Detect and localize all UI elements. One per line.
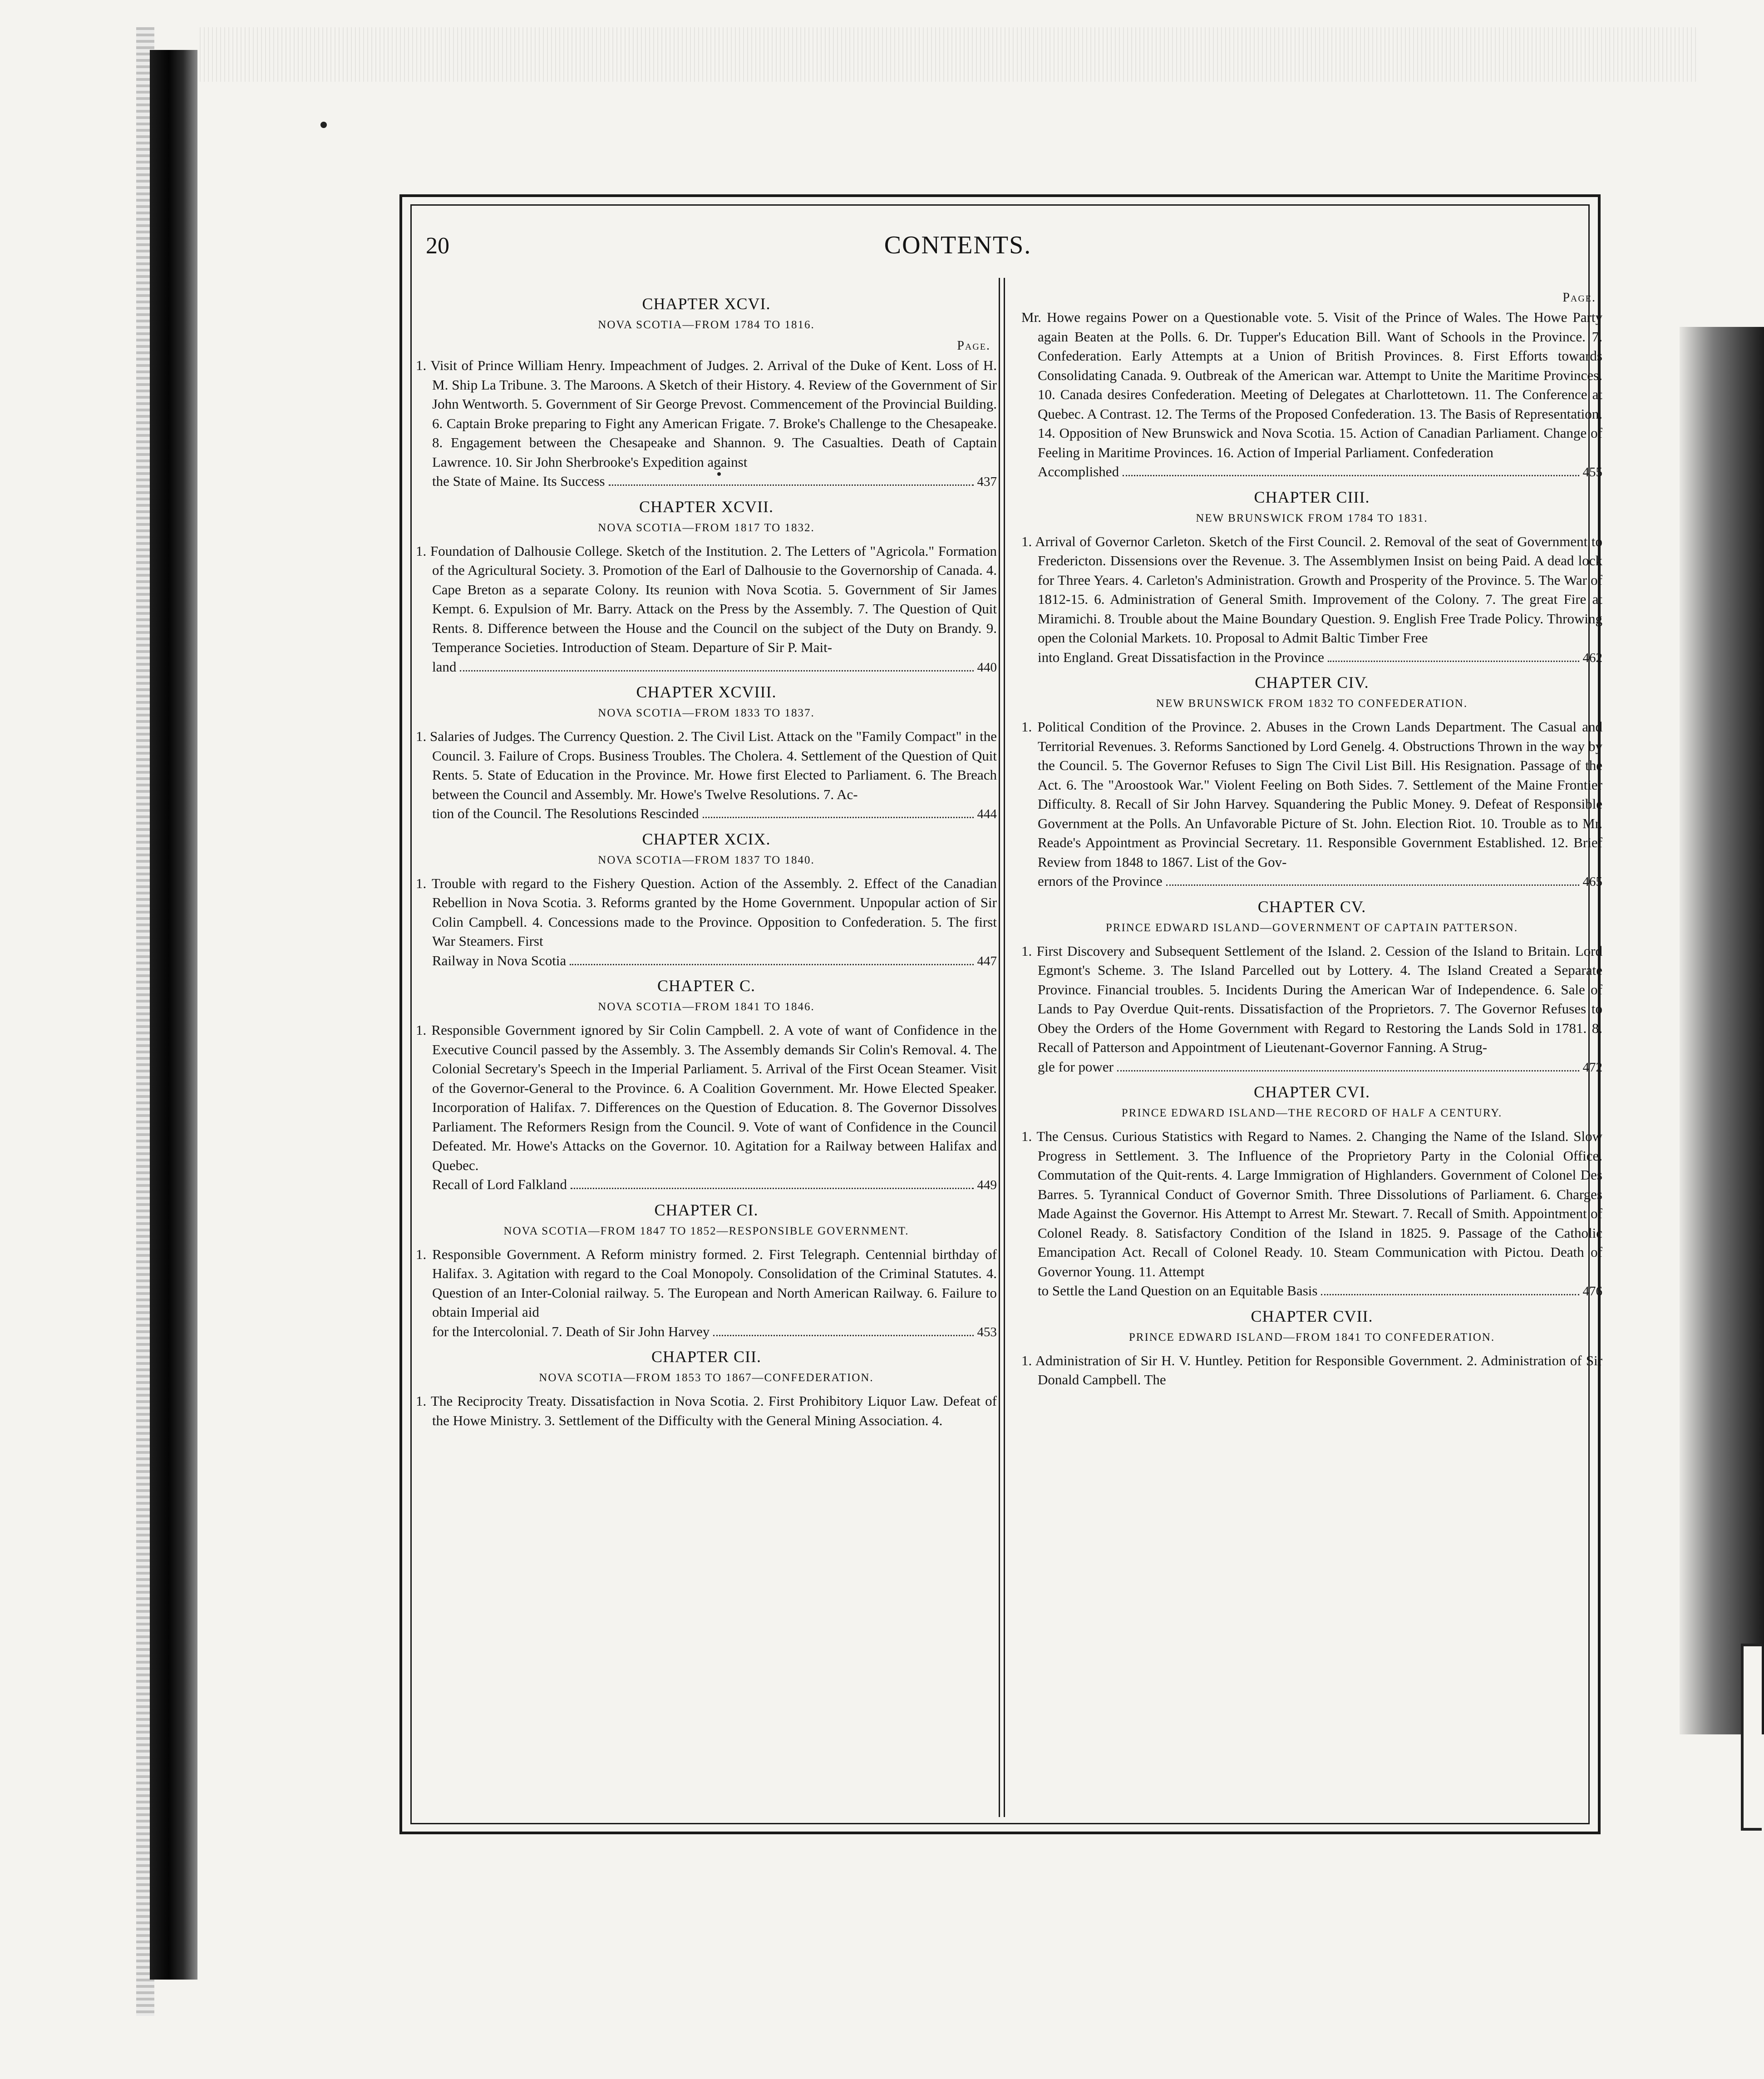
summary-last-line <box>1021 1057 1602 1077</box>
right-column <box>1021 291 1602 1816</box>
chapter-summary: Mr. Howe regains Power on a Questionable vote. 5. Visit of the Prince of Wales. The Howe Party again Beaten at the Polls. 6. Dr. Tupper's Education Bill. Want of Schools in the Province. 7. Confederation. Early Attempts at a Union of British Provinces. 8. First Efforts towards Consolidating Canada. 9. Outbreak of the American war. Attempt to Unite the Maritime Provinces. 10. Canada desires Confederation. Meeting of Delegates at Charlottetown. 11. The Conference at Quebec. A Contrast. 12. The Terms of the Proposed Confederation. 13. The Basis of Representation. 14. Opposition of New Brunswick and Nova Scotia. 15. Action of Canadian Parliament. Change of Feeling in Maritime Provinces. 16. Action of Imperial Parliament. Confederation <box>1021 309 1602 460</box>
chapter-summary: 1. Administration of Sir H. V. Huntley. Petition for Responsible Government. 2. Administration of Sir Donald Campbell. The <box>1021 1352 1602 1388</box>
summary-tail: Railway in Nova Scotia <box>432 952 567 968</box>
page-number: 20 <box>426 233 449 259</box>
page-reference: 440 <box>977 660 997 675</box>
chapter-summary: 1. The Census. Curious Statistics with Regard to Names. 2. Changing the Name of the Island. Slow Progress in Settlement. 3. The Influence of the Proprietory Party in the Colonial Office. Commutation of the Quit-rents. 4. Large Immigration of Highlanders. Government of Colonel Des Barres. 5. Tyrannical Conduct of Governor Smith. Three Dissolutions of Parliament. 6. Charges Made Against the Governor. His Attempt to Arrest Mr. Stewart. 7. Recall of Smith. Appointment of Colonel Ready. 8. Satisfactory Condition of the Island in 1825. 9. Passage of the Catholic Emancipation Act. Recall of Colonel Ready. 10. Steam Communication with Pictou. Death of Governor Young. 11. Attempt <box>1021 1128 1602 1279</box>
chapter-summary: 1. Responsible Government. A Reform ministry formed. 2. First Telegraph. Centennial birthday of Halifax. 3. Agitation with regard to the Coal Monopoly. Consolidation of the Criminal Statutes. 4. Question of an Inter-Colonial railway. 5. The European and North American Railway. 6. Failure to obtain Imperial aid <box>416 1246 997 1320</box>
chapter-subtitle: NOVA SCOTIA—FROM 1784 TO 1816. <box>598 319 815 331</box>
scan-binding-shadow <box>150 50 197 1980</box>
dot-leader <box>1123 474 1579 476</box>
chapter-title: CHAPTER XCIX. <box>642 830 771 848</box>
summary-last-line <box>1021 462 1602 482</box>
scan-speck <box>320 122 327 128</box>
summary-last-line <box>416 1175 997 1195</box>
chapter-entry <box>416 976 997 1195</box>
chapter-entry <box>1021 1307 1602 1390</box>
page-reference: 444 <box>977 807 997 821</box>
dot-leader <box>609 484 974 486</box>
chapter-title: CHAPTER XCVIII. <box>636 683 777 701</box>
summary-tail: Accomplished <box>1038 464 1119 479</box>
chapter-subtitle: NOVA SCOTIA—FROM 1841 TO 1846. <box>598 1001 815 1013</box>
column-divider <box>999 278 1005 1817</box>
chapter-summary: 1. Political Condition of the Province. 2. Abuses in the Crown Lands Department. The Casual and Territorial Revenues. 3. Reforms Sanctioned by Lord Genelg. 4. Obstructions Thrown in the way by the Council. 5. The Governor Refuses to Sign The Civil List Bill. His Resignation. Passage of the Act. 6. The "Aroostook War." Violent Feeling on Both Sides. 7. Settlement of the Maine Frontier Difficulty. 8. Recall of Sir John Harvey. Squandering the Public Money. 9. Defeat of Responsible Government at the Polls. An Unfavorable Picture of St. John. Election Riot. 10. Trouble as to Mr. Reade's Appointment as Provincial Secretary. 11. Responsible Government Established. 12. Brief Review from 1848 to 1867. List of the Gov- <box>1021 719 1602 870</box>
chapter-subtitle: PRINCE EDWARD ISLAND—THE RECORD OF HALF A CENTURY. <box>1121 1107 1503 1119</box>
chapter-subtitle: NEW BRUNSWICK FROM 1832 TO CONFEDERATION. <box>1156 697 1468 710</box>
chapter-entry <box>1021 1082 1602 1301</box>
chapter-entry <box>1021 897 1602 1077</box>
scan-top-noise <box>200 27 1698 82</box>
dot-leader <box>1328 660 1579 662</box>
chapter-summary: 1. Visit of Prince William Henry. Impeachment of Judges. 2. Arrival of the Duke of Kent. Loss of H. M. Ship La Tribune. 3. The Maroons. A Sketch of their History. 4. Review of the Government of Sir John Wentworth. 5. Government of Sir George Prevost. Commencement of the Provincial Building. 6. Captain Broke preparing to Fight any American Frigate. 7. Broke's Challenge to the Chesapeake. 8. Engagement between the Chesapeake and Shannon. 9. The Casualties. Death of Captain Lawrence. 10. Sir John Sherbrooke's Expedition against <box>416 357 997 470</box>
chapter-summary: 1. First Discovery and Subsequent Settlement of the Island. 2. Cession of the Island to Britain. Lord Egmont's Scheme. 3. The Island Parcelled out by Lottery. 4. The Island Created a Separate Province. Financial troubles. 5. Incidents During the American War of Independence. 6. Sale of Lands to Pay Overdue Quit-rents. Dissatisfaction of the Proprietors. 7. The Governor Refuses to Obey the Orders of the Home Government with Regard to Restoring the Lands Sold in 1781. 8. Recall of Patterson and Appointment of Lieutenant-Governor Fanning. A Strug- <box>1021 943 1602 1055</box>
page-reference: 455 <box>1582 465 1602 479</box>
scan-right-shadow <box>1680 327 1764 1734</box>
page-reference: 462 <box>1582 650 1602 665</box>
page-reference: 447 <box>977 953 997 968</box>
running-title: CONTENTS. <box>884 231 1032 259</box>
chapter-title: CHAPTER C. <box>657 977 756 995</box>
dot-leader <box>713 1334 973 1336</box>
summary-tail: ernors of the Province <box>1038 873 1163 889</box>
summary-last-line <box>416 472 997 492</box>
chapter-title: CHAPTER CIV. <box>1255 673 1369 691</box>
summary-tail: land <box>432 658 457 675</box>
dot-leader <box>460 670 973 672</box>
page-reference: 465 <box>1582 874 1602 889</box>
page-column-label: Page. <box>1562 291 1596 305</box>
summary-last-line <box>416 804 997 824</box>
chapter-title: CHAPTER CVI. <box>1253 1083 1370 1101</box>
dot-leader <box>1321 1294 1579 1295</box>
dot-leader <box>1166 884 1579 886</box>
page-reference: 472 <box>1582 1060 1602 1075</box>
chapter-title: CHAPTER XCVI. <box>642 295 771 313</box>
chapter-subtitle: NOVA SCOTIA—FROM 1837 TO 1840. <box>598 854 815 866</box>
summary-last-line <box>1021 872 1602 892</box>
chapter-entry <box>416 682 997 824</box>
summary-last-line <box>1021 1281 1602 1301</box>
summary-tail: for the Intercolonial. 7. Death of Sir John Harvey <box>432 1323 710 1339</box>
chapter-entry <box>416 830 997 971</box>
chapter-title: CHAPTER CII. <box>651 1348 761 1366</box>
chapter-entry <box>416 294 997 492</box>
summary-tail: to Settle the Land Question on an Equitable Basis <box>1038 1283 1318 1299</box>
chapter-entry <box>416 497 997 677</box>
summary-last-line <box>416 1322 997 1342</box>
scan-next-page-slice <box>1741 1644 1762 1831</box>
summary-last-line <box>416 657 997 677</box>
chapter-subtitle: NOVA SCOTIA—FROM 1817 TO 1832. <box>598 521 815 534</box>
chapter-summary: 1. The Reciprocity Treaty. Dissatisfaction in Nova Scotia. 2. First Prohibitory Liquor Law. Defeat of the Howe Ministry. 3. Settlement of the Difficulty with the General Mining Association. 4. <box>416 1393 997 1428</box>
chapter-summary: 1. Salaries of Judges. The Currency Question. 2. The Civil List. Attack on the "Family Compact" in the Council. 3. Failure of Crops. Business Troubles. The Cholera. 4. Settlement of the Question of Quit Rents. 5. State of Education in the Province. Mr. Howe first Elected to Parliament. 6. The Breach between the Council and Assembly. Mr. Howe's Twelve Resolutions. 7. Ac- <box>416 728 997 802</box>
left-column <box>416 291 997 1816</box>
dot-leader <box>570 963 973 965</box>
summary-tail: Recall of Lord Falkland <box>432 1176 567 1192</box>
page-reference: 449 <box>977 1178 997 1192</box>
chapter-subtitle: PRINCE EDWARD ISLAND—GOVERNMENT OF CAPTAIN PATTERSON. <box>1105 921 1518 934</box>
chapter-summary: 1. Trouble with regard to the Fishery Question. Action of the Assembly. 2. Effect of the Canadian Rebellion in Nova Scotia. 3. Reforms granted by the Home Government. Unpopular action of Sir Colin Campbell. 4. Concessions made to the Province. Opposition to Confederation. 5. The first War Steamers. First <box>416 875 997 949</box>
chapter-entry <box>416 1200 997 1342</box>
chapter-summary: 1. Foundation of Dalhousie College. Sketch of the Institution. 2. The Letters of "Agricola." Formation of the Agricultural Society. 3. Promotion of the Earl of Dalhousie to the Governorship of Canada. 4. Cape Breton as a separate Colony. Its reunion with Nova Scotia. 5. Government of Sir James Kempt. 6. Expulsion of Mr. Barry. Attack on the Press by the Assembly. 7. The Question of Quit Rents. 8. Difference between the House and the Council on the subject of the Duty on Brandy. 9. Temperance Societies. Introduction of Steam. Departure of Sir P. Mait- <box>416 543 997 655</box>
chapter-title: CHAPTER CIII. <box>1254 488 1370 506</box>
dot-leader <box>1117 1070 1579 1072</box>
chapter-entry <box>1021 488 1602 668</box>
chapter-title: CHAPTER CVII. <box>1251 1307 1373 1325</box>
summary-tail: gle for power <box>1038 1058 1114 1075</box>
summary-last-line <box>1021 648 1602 668</box>
chapter-subtitle: PRINCE EDWARD ISLAND—FROM 1841 TO CONFEDERATION. <box>1128 1331 1495 1343</box>
page-reference: 453 <box>977 1324 997 1339</box>
dot-leader <box>571 1187 974 1189</box>
chapter-title: CHAPTER CI. <box>654 1200 759 1219</box>
page-reference: 437 <box>977 474 997 489</box>
chapter-subtitle: NEW BRUNSWICK FROM 1784 TO 1831. <box>1196 512 1428 524</box>
summary-tail: the State of Maine. Its Success <box>432 473 605 489</box>
chapter-subtitle: NOVA SCOTIA—FROM 1847 TO 1852—RESPONSIBLE GOVERNMENT. <box>503 1225 909 1237</box>
chapter-summary: 1. Responsible Government ignored by Sir Colin Campbell. 2. A vote of want of Confidence in the Executive Council passed by the Assembly. 3. The Assembly demands Sir Colin's Removal. 4. The Colonial Secretary's Speech in the Imperial Parliament. 5. Arrival of the First Ocean Steamer. Visit of the Governor-General to the Province. 6. A Coalition Government. Mr. Howe Elected Speaker. Incorporation of Halifax. 7. Differences on the Question of Education. 8. The Governor Dissolves Parliament. The Reformers Resign from the Council. 9. Vote of want of Confidence in the Council Defeated. Mr. Howe's Attacks on the Governor. 10. Agitation for a Railway between Halifax and Quebec. <box>416 1022 997 1173</box>
chapter-subtitle: NOVA SCOTIA—FROM 1853 TO 1867—CONFEDERATION. <box>539 1372 874 1384</box>
chapter-summary: 1. Arrival of Governor Carleton. Sketch of the First Council. 2. Removal of the seat of Government to Fredericton. Dissensions over the Revenue. 3. The Assemblymen Insist on being Paid. A dead lock for Three Years. 4. Carleton's Administration. Growth and Prosperity of the Province. 5. The War of 1812-15. 6. Administration of General Smith. Improvement of the Colony. 7. The great Fire at Miramichi. 8. Trouble about the Maine Boundary Question. 9. English Free Trade Policy. Throwing open the Colonial Markets. 10. Proposal to Admit Baltic Timber Free <box>1021 533 1602 646</box>
chapter-title: CHAPTER CV. <box>1257 897 1366 916</box>
chapter-entry <box>416 1347 997 1430</box>
chapter-entry <box>1021 673 1602 892</box>
summary-last-line <box>416 951 997 971</box>
chapter-title: CHAPTER XCVII. <box>639 497 774 516</box>
page-reference: 476 <box>1582 1284 1602 1299</box>
dot-leader <box>703 816 974 818</box>
chapter-subtitle: NOVA SCOTIA—FROM 1833 TO 1837. <box>598 707 815 719</box>
summary-tail: into England. Great Dissatisfaction in the Province <box>1038 649 1325 665</box>
chapter-entry <box>1021 308 1602 482</box>
page-column-label: Page. <box>957 339 990 353</box>
summary-tail: tion of the Council. The Resolutions Rescinded <box>432 805 699 821</box>
